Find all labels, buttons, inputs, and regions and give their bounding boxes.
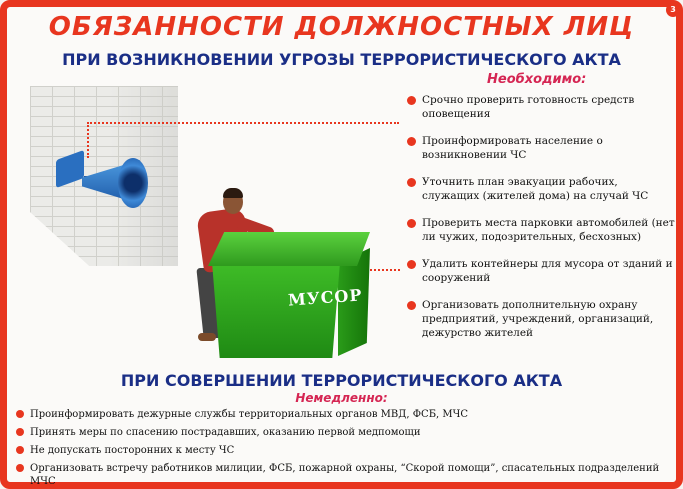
bullet-icon xyxy=(16,410,24,418)
bullet-icon xyxy=(407,301,416,310)
bullet-icon xyxy=(16,464,24,472)
list-item: Не допускать посторонних к месту ЧС xyxy=(16,444,676,457)
page-title: ОБЯЗАННОСТИ ДОЛЖНОСТНЫХ ЛИЦ xyxy=(48,12,635,42)
list-item: Проверить места парковки автомобилей (нет ли чужих, подозрительных, бесхозных) xyxy=(407,216,677,244)
list-item: Проинформировать население о возникновении ЧС xyxy=(407,134,677,162)
person-shoe xyxy=(198,333,216,341)
bullet-icon xyxy=(407,96,416,105)
list-item: Срочно проверить готовность средств оповещения xyxy=(407,93,677,121)
threat-actions-list xyxy=(407,93,677,353)
loudspeaker-mouth xyxy=(118,158,148,208)
list-item: Удалить контейнеры для мусора от зданий и сооружений xyxy=(407,257,677,285)
act-section-label: Немедленно: xyxy=(295,391,388,405)
threat-section-label: Необходимо: xyxy=(487,72,587,87)
person-hair xyxy=(223,188,243,198)
page-number-badge: 3 xyxy=(666,3,680,17)
bullet-icon xyxy=(16,446,24,454)
bullet-icon xyxy=(407,178,416,187)
act-section-heading: ПРИ СОВЕРШЕНИИ ТЕРРОРИСТИЧЕСКОГО АКТА xyxy=(120,371,563,390)
list-item: Принять меры по спасению пострадавших, оказанию первой медпомощи xyxy=(16,426,676,439)
leader-line-speaker-vertical xyxy=(87,122,89,158)
leader-line-speaker xyxy=(87,122,399,124)
bullet-icon xyxy=(407,137,416,146)
trash-container-illustration xyxy=(212,262,340,358)
bullet-icon xyxy=(407,219,416,228)
threat-section-heading: ПРИ ВОЗНИКНОВЕНИИ УГРОЗЫ ТЕРРОРИСТИЧЕСКОГО АКТА xyxy=(62,50,621,69)
bullet-icon xyxy=(16,428,24,436)
container-lid xyxy=(208,232,370,266)
list-item: Организовать дополнительную охрану предприятий, учреждений, организаций, дежурство жителей xyxy=(407,298,677,340)
bullet-icon xyxy=(407,260,416,269)
list-item: Проинформировать дежурные службы территориальных органов МВД, ФСБ, МЧС xyxy=(16,408,676,421)
list-item: Организовать встречу работников милиции, ФСБ, пожарной охраны, “Скорой помощи”, спасательных подразделений МЧС xyxy=(16,462,676,488)
act-actions-list xyxy=(16,408,676,489)
list-item: Уточнить план эвакуации рабочих, служащих (жителей дома) на случай ЧС xyxy=(407,175,677,203)
container-label: МУСОР xyxy=(287,285,363,310)
